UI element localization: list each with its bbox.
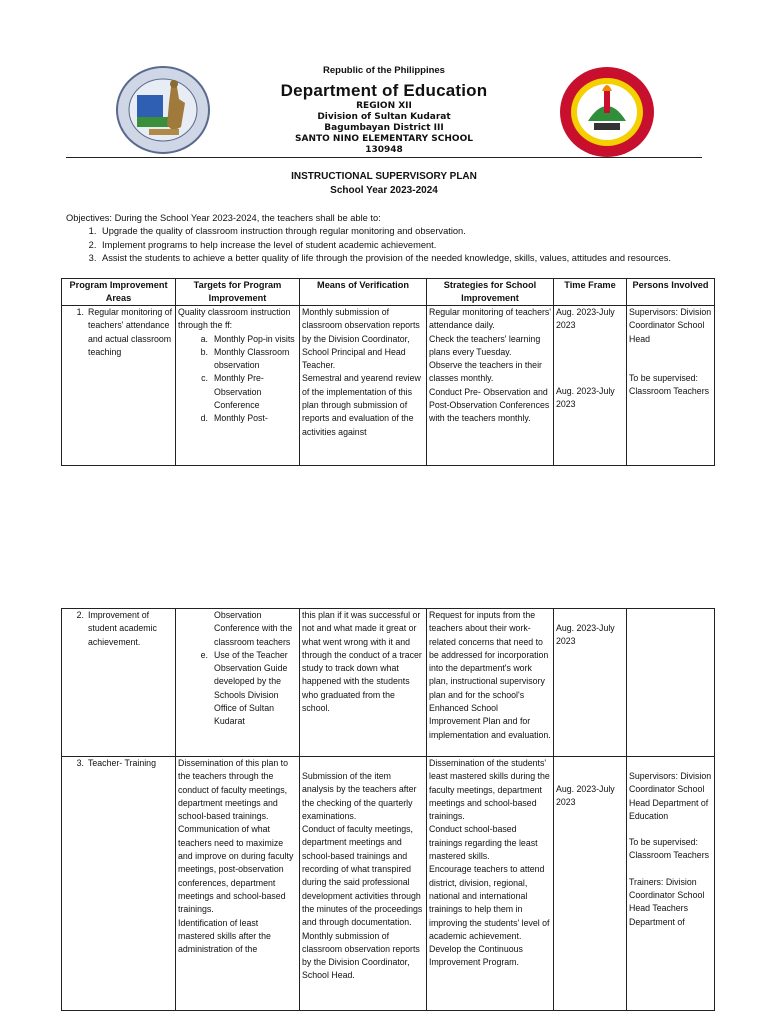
means-text: this plan if it was successful or not and what made it great or what went wrong with it and through the conduct of a tracer study to track down what happened with the students who graduated from the school. [302, 610, 422, 714]
target-sub-item: Observation Conference with the classroom teachers [214, 610, 293, 647]
persons-cell [627, 306, 715, 466]
target-text: Communication of what teachers need to maximize and improve on during faculty meetings, post-observation conferences, department meetings and school-based trainings. [178, 824, 294, 915]
persons-text: Supervisors: Division Coordinator School Head Department of Education [629, 771, 712, 821]
table-row [62, 609, 715, 757]
objective-item: 3. Assist the students to achieve a better quality of life through the provision of the needed knowledge, skills, values, attitudes and resources. [99, 252, 706, 265]
strategies-cell [427, 306, 554, 466]
timeframe-cell [554, 609, 627, 757]
target-sub-item: b. Monthly Classroom observation [200, 346, 290, 371]
strategy-text: Conduct school-based trainings regarding the least mastered skills. [429, 824, 538, 862]
republic-heading: Republic of the Philippines [323, 65, 445, 76]
plan-title: INSTRUCTIONAL SUPERVISORY PLAN [291, 171, 477, 182]
persons-text: To be supervised: Classroom Teachers [629, 372, 710, 397]
means-cell [300, 609, 427, 757]
persons-cell [627, 609, 715, 757]
targets-cell [176, 609, 300, 757]
column-header: Means of Verification [300, 279, 427, 306]
persons-text: Trainers: Division Coordinator School Head Teachers Department of [629, 876, 705, 927]
row-number: 1. [76, 307, 84, 317]
target-sub-item: e. Use of the Teacher Observation Guide developed by the Schools Division Office of Sultan Kudarat [200, 649, 288, 727]
plan-table-page1 [61, 278, 715, 466]
school-year: School Year 2023-2024 [330, 185, 438, 196]
means-text: Submission of the item analysis by the teachers after the checking of the quarterly examinations. [302, 771, 417, 821]
objectives-section [66, 212, 706, 265]
strategy-text: Conduct Pre- Observation and Post-Observation Conferences with the teachers monthly. [429, 386, 550, 424]
column-header: Time Frame [554, 279, 627, 306]
means-text: Monthly submission of classroom observation reports by the Division Coordinator, School Head. [302, 930, 420, 981]
area-cell [62, 609, 176, 757]
department-title: Department of Education [280, 81, 488, 100]
strategies-cell [427, 757, 554, 1011]
table-header-row [62, 279, 715, 306]
table-row [62, 306, 715, 466]
target-sub-item: a. Monthly Pop-in visits [200, 333, 295, 344]
means-text: Semestral and yearend review of the implementation of this plan through submission of reports and evaluation of the activities against [302, 373, 421, 437]
row-number: 3. [76, 758, 84, 768]
strategy-text: Request for inputs from the teachers about their work-related concerns that need to be addressed for incorporation into the department's work plan, instructional supervisory plan and for the school's Enhanced School Improvement Plan and for implementation and evaluation. [429, 610, 551, 740]
region-line: REGION XII [356, 101, 412, 111]
area-text: Improvement of student academic achievement. [88, 610, 157, 647]
timeframe-text: Aug. 2023-July 2023 [556, 385, 615, 409]
column-header: Targets for Program Improvement [176, 279, 300, 306]
division-line: Division of Sultan Kudarat [317, 112, 451, 122]
column-header: Strategies for School Improvement [427, 279, 554, 306]
row-number: 2. [76, 610, 84, 620]
timeframe-text: Aug. 2023-July 2023 [556, 784, 615, 808]
persons-text: Supervisors: Division Coordinator School Head [629, 307, 712, 344]
target-sub-item: c. Monthly Pre-Observation Conference [201, 373, 264, 411]
area-cell [62, 306, 176, 466]
strategy-text: Check the teachers' learning plans every Tuesday. [429, 333, 541, 357]
objective-item: 2. Implement programs to help increase the level of student academic achievement. [99, 239, 706, 252]
target-text: Dissemination of this plan to the teachers through the conduct of faculty meetings, department meetings and school-based trainings. [178, 758, 289, 822]
district-line: Bagumbayan District III [324, 123, 444, 133]
strategy-text: Regular monitoring of teachers' attendance daily. [429, 307, 551, 331]
targets-intro: Quality classroom instruction through the ff: [178, 307, 291, 331]
means-text: Conduct of faculty meetings, department meetings and school-based trainings and recording of what transpired during the said professional development activities through the minutes of the proceedings and through documentation. [302, 824, 423, 928]
targets-cell [176, 306, 300, 466]
timeframe-cell [554, 306, 627, 466]
means-text: Monthly submission of classroom observation reports by the Division Coordinator, School Principal and Head Teacher. [302, 307, 420, 371]
header-divider [66, 157, 702, 158]
objective-item: 1. Upgrade the quality of classroom instruction through regular monitoring and observation. [99, 225, 706, 238]
strategy-text: Observe the teachers in their classes monthly. [429, 360, 542, 384]
plan-table-page2 [61, 608, 715, 1011]
school-id-line: 130948 [365, 145, 403, 155]
targets-cell [176, 757, 300, 1011]
timeframe-text: Aug. 2023-July 2023 [556, 623, 615, 647]
column-header: Program Improvement Areas [62, 279, 176, 306]
means-cell [300, 757, 427, 1011]
school-line: SANTO NINO ELEMENTARY SCHOOL [295, 134, 473, 144]
strategy-text: Dissemination of the students' least mastered skills during the faculty meetings, department meetings and school-based trainings. [429, 758, 550, 822]
timeframe-text: Aug. 2023-July 2023 [556, 307, 615, 331]
objectives-intro: Objectives: During the School Year 2023-2024, the teachers shall be able to: [66, 213, 381, 223]
table-row [62, 757, 715, 1011]
area-text: Teacher- Training [88, 758, 156, 768]
area-text: Regular monitoring of teachers' attendance and actual classroom teaching [88, 307, 173, 357]
means-cell [300, 306, 427, 466]
target-sub-item: d. Monthly Post- [200, 413, 268, 424]
persons-text: To be supervised: Classroom Teachers [629, 837, 710, 861]
strategy-text: Encourage teachers to attend district, division, regional, national and international trainings to help them in improving the students' level of academic achievement. [429, 864, 550, 941]
strategies-cell [427, 609, 554, 757]
persons-cell [627, 757, 715, 1011]
strategy-text: Develop the Continuous Improvement Program. [429, 944, 523, 968]
area-cell [62, 757, 176, 1011]
target-text: Identification of least mastered skills after the administration of the [178, 917, 271, 955]
column-header: Persons Involved [627, 279, 715, 306]
timeframe-cell [554, 757, 627, 1011]
